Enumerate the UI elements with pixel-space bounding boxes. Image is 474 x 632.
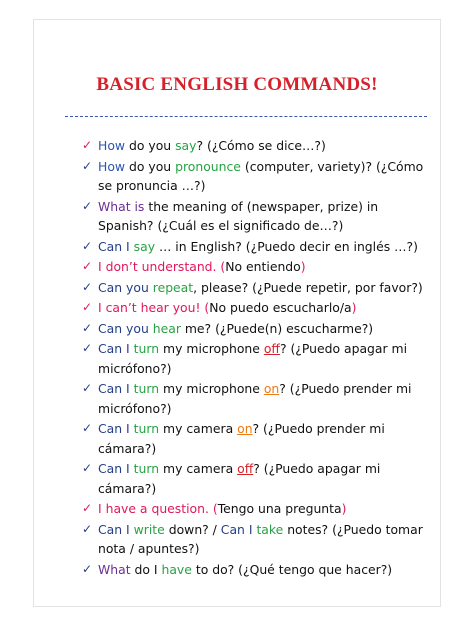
item-text-segment: I can’t hear you! (: [98, 300, 210, 315]
commands-list: [82, 136, 432, 580]
item-text-segment: turn: [133, 421, 160, 436]
list-item: [82, 459, 432, 498]
item-text-segment: off: [237, 461, 254, 476]
item-text-segment: write: [133, 521, 165, 537]
item-text-segment: Can I: [98, 461, 134, 476]
item-text-segment: No entiendo: [225, 259, 301, 274]
item-text-segment: to do? (¿Qué tengo que hacer?): [191, 561, 393, 577]
item-text-segment: ? (¿Puedo apagar mi cámara?): [98, 461, 381, 496]
item-text-segment: Can you: [98, 320, 153, 336]
item-text-segment: on: [237, 421, 253, 436]
item-text-segment: … in English? (¿Puedo decir en inglés …?): [155, 238, 418, 254]
item-text-segment: say: [133, 238, 156, 254]
item-text-segment: ? (¿Puedo prender mi cámara?): [98, 421, 385, 456]
check-icon: ✓: [82, 521, 93, 536]
check-icon: ✓: [82, 138, 93, 152]
list-item: [82, 157, 432, 196]
item-text-segment: turn: [133, 341, 160, 356]
check-icon: ✓: [82, 341, 93, 355]
check-icon: ✓: [82, 238, 93, 253]
list-item: [82, 339, 432, 378]
item-text-segment: me? (¿Puede(n) escucharme?): [180, 320, 374, 336]
item-text-segment: my camera: [159, 421, 238, 436]
check-icon: ✓: [82, 320, 93, 335]
check-icon: ✓: [82, 198, 93, 213]
list-item: [82, 197, 432, 236]
item-text-segment: What is: [98, 198, 145, 214]
item-text-segment: my microphone: [159, 381, 264, 396]
item-text-segment: take: [256, 521, 284, 537]
item-text-segment: ): [351, 300, 357, 315]
item-text-segment: do I: [130, 561, 162, 577]
item-text-segment: How: [98, 158, 126, 174]
item-text-segment: ): [300, 259, 306, 274]
item-text-segment: , please? (¿Puede repetir, por favor?): [193, 279, 423, 295]
item-text-segment: ? (¿Puedo apagar mi micrófono?): [98, 341, 408, 376]
check-icon: ✓: [82, 300, 93, 314]
check-icon: ✓: [82, 461, 93, 475]
item-text-segment: notes? (¿Puedo tomar nota / apuntes?): [98, 521, 423, 556]
item-text-segment: Can you: [98, 279, 153, 295]
item-text-segment: Can I: [98, 381, 134, 396]
check-icon: ✓: [82, 421, 93, 435]
check-icon: ✓: [82, 561, 93, 576]
item-text-segment: my camera: [159, 461, 238, 476]
check-icon: ✓: [82, 501, 93, 515]
list-item: [82, 257, 432, 277]
item-text-segment: repeat: [152, 279, 194, 295]
item-text-segment: ? (¿Cómo se dice…?): [196, 138, 326, 153]
item-text-segment: turn: [133, 461, 160, 476]
worksheet-page: [33, 19, 441, 607]
item-text-segment: do you: [125, 138, 176, 153]
list-item: [82, 319, 432, 339]
list-item: [82, 499, 432, 519]
list-item: [82, 237, 432, 257]
item-text-segment: (computer, variety)? (¿Cómo se pronuncia …?): [98, 158, 424, 193]
item-text-segment: have: [161, 561, 192, 577]
item-text-segment: I don’t understand. (: [98, 259, 226, 274]
item-text-segment: Can I: [98, 521, 134, 537]
item-text-segment: do you: [125, 158, 176, 174]
item-text-segment: Can I: [98, 421, 134, 436]
item-text-segment: How: [98, 138, 126, 153]
item-text-segment: pronounce: [175, 158, 241, 174]
page-title: BASIC ENGLISH COMMANDS!: [96, 74, 378, 95]
item-text-segment: hear: [152, 320, 181, 336]
item-text-segment: on: [263, 381, 280, 396]
check-icon: ✓: [82, 158, 93, 173]
item-text-segment: Can I: [98, 341, 134, 356]
item-text-segment: Can I: [98, 238, 134, 254]
item-text-segment: Can I: [220, 521, 257, 537]
item-text-segment: down? /: [164, 521, 221, 537]
check-icon: ✓: [82, 259, 93, 273]
list-item: [82, 379, 432, 418]
item-text-segment: What: [98, 561, 131, 577]
item-text-segment: the meaning of (newspaper, prize) in Spanish? (¿Cuál es el significado de…?): [98, 198, 379, 233]
item-text-segment: say: [175, 138, 197, 153]
item-text-segment: off: [263, 341, 280, 356]
item-text-segment: turn: [133, 381, 160, 396]
title-divider: [65, 116, 427, 117]
item-text-segment: ): [341, 501, 347, 516]
list-item: [82, 278, 432, 298]
item-text-segment: I have a question. (: [98, 501, 218, 516]
list-item: [82, 560, 432, 580]
item-text-segment: Tengo una pregunta: [217, 501, 342, 516]
list-item: [82, 520, 432, 559]
check-icon: ✓: [82, 381, 93, 395]
item-text-segment: No puedo escucharlo/a: [209, 300, 352, 315]
list-item: [82, 136, 432, 156]
item-text-segment: ? (¿Puedo prender mi micrófono?): [98, 381, 412, 416]
list-item: [82, 419, 432, 458]
check-icon: ✓: [82, 279, 93, 294]
item-text-segment: my microphone: [159, 341, 264, 356]
list-item: [82, 298, 432, 318]
